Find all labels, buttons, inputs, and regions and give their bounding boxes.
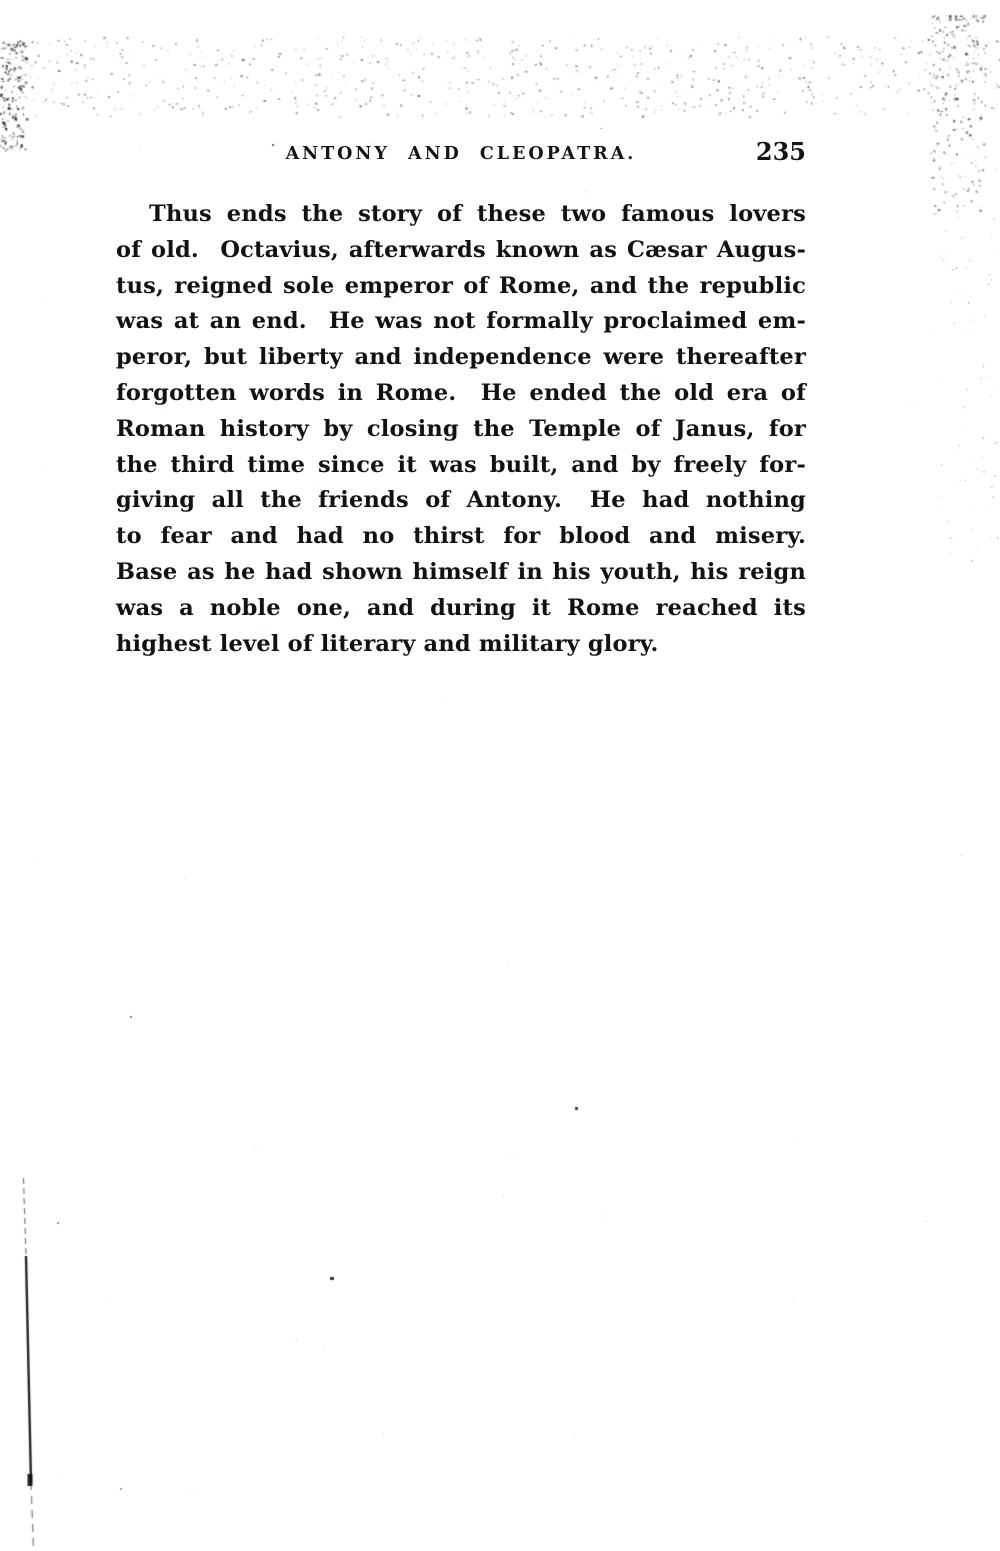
- body-line: forgotten words in Rome. He ended the old era of: [116, 379, 806, 406]
- body-line: the third time since it was built, and by freely for-: [116, 451, 806, 478]
- body-line: Thus ends the story of these two famous lovers: [149, 201, 806, 227]
- body-line: peror, but liberty and independence were thereafter: [116, 344, 806, 371]
- body-line: tus, reigned sole emperor of Rome, and the republic: [116, 272, 806, 299]
- body-line: to fear and had no thirst for blood and misery.: [116, 523, 806, 550]
- body-line: Base as he had shown himself in his youth, his reign: [116, 558, 806, 585]
- paragraph: [116, 197, 806, 662]
- body-line: giving all the friends of Antony. He had nothing: [116, 487, 806, 514]
- body-line: highest level of literary and military glory.: [116, 630, 659, 657]
- page-header-title: ANTONY AND CLEOPATRA.: [285, 144, 637, 164]
- page-number: 235: [755, 137, 806, 166]
- body-line: Roman history by closing the Temple of Janus, for: [116, 415, 806, 442]
- body-line: was at an end. He was not formally proclaimed em-: [116, 308, 806, 335]
- body-line: was a noble one, and during it Rome reached its: [116, 594, 806, 621]
- running-head: [116, 137, 806, 169]
- body-line: of old. Octavius, afterwards known as Cæsar Augus-: [116, 236, 806, 263]
